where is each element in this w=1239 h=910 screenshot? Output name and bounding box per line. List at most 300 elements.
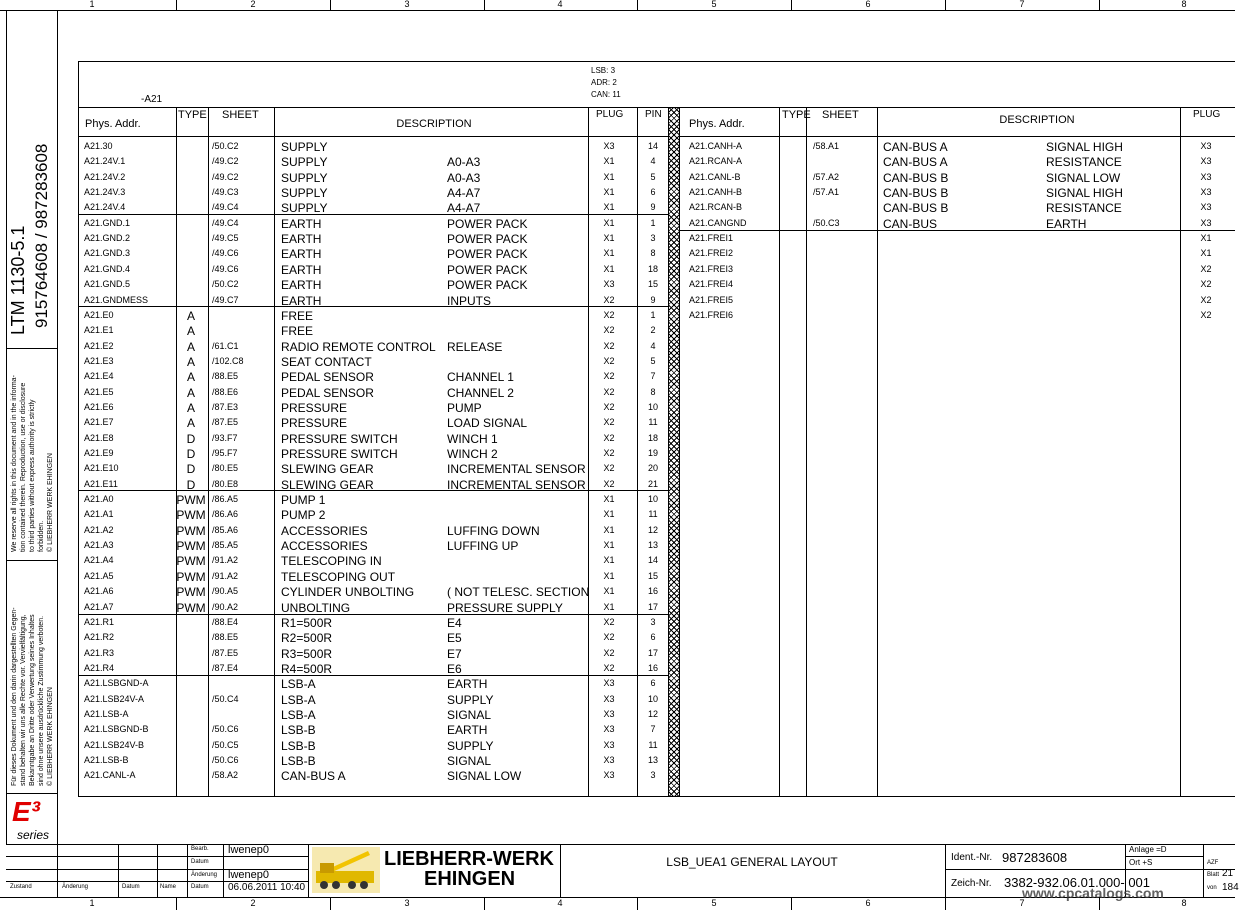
cell-plug: X1 xyxy=(1200,248,1212,259)
cell-pin: 1 xyxy=(650,217,656,228)
ruler-label: 4 xyxy=(557,898,563,908)
cell-addr: A21.24V.3 xyxy=(84,187,126,198)
header-type: TYPE xyxy=(178,109,207,121)
cell-plug: X3 xyxy=(1200,156,1212,167)
cell-plug: X1 xyxy=(603,524,615,535)
ruler-label: 3 xyxy=(404,898,410,908)
label-name: Name xyxy=(160,884,177,890)
header-plug-right: PLUG xyxy=(1193,109,1221,120)
cell-plug: X1 xyxy=(603,248,615,259)
label-bearb: Bearb. xyxy=(191,846,209,852)
cell-plug: X2 xyxy=(603,371,615,382)
cell-sheet: /58.A1 xyxy=(813,141,840,151)
cell-pin: 5 xyxy=(650,355,656,366)
cell-addr: A21.CANL-B xyxy=(689,171,741,182)
cell-addr: A21.LSB24V-A xyxy=(84,693,145,704)
cell-pin: 20 xyxy=(647,463,659,474)
cell-type: A xyxy=(186,354,196,369)
cell-addr: A21.LSB-A xyxy=(84,708,129,719)
part-numbers: 915764608 / 987283608 xyxy=(32,143,51,328)
cell-sheet: /49.C6 xyxy=(212,263,239,274)
cell-addr: A21.LSB24V-B xyxy=(84,739,145,750)
cell-plug: X2 xyxy=(603,294,615,305)
cell-sheet: /80.E8 xyxy=(212,478,239,489)
cell-plug: X1 xyxy=(603,202,615,213)
cell-sheet: /88.E6 xyxy=(212,386,239,397)
cell-desc: SUPPLY xyxy=(281,186,328,201)
cell-desc: R1=500R xyxy=(281,615,333,630)
cell-desc: R2=500R xyxy=(281,631,333,646)
cell-sheet: /57.A2 xyxy=(813,171,840,182)
header-type-right: TYPE xyxy=(782,109,811,121)
cell-plug: X3 xyxy=(1200,141,1212,151)
cell-sheet: /90.A2 xyxy=(212,601,239,612)
cell-plug: X2 xyxy=(603,448,615,458)
cell-sheet: /86.A5 xyxy=(212,494,239,505)
e3-logo: E³ xyxy=(12,796,40,827)
ruler-label: 2 xyxy=(250,898,256,908)
cell-sheet: /88.E5 xyxy=(212,632,239,643)
cell-desc: LSB-A xyxy=(281,707,316,722)
cell-addr: A21.CANH-A xyxy=(689,141,743,151)
cell-plug: X3 xyxy=(603,693,615,704)
cell-addr: A21.E8 xyxy=(84,432,114,443)
cell-sheet: /85.A6 xyxy=(212,524,239,535)
cell-type: A xyxy=(186,385,196,400)
cell-pin: 7 xyxy=(650,371,656,382)
company-name-line1: LIEBHERR-WERK xyxy=(384,848,554,870)
cell-pin: 18 xyxy=(647,432,659,443)
cell-sheet: /90.A5 xyxy=(212,586,239,597)
cell-sheet: /86.A6 xyxy=(212,509,239,520)
cell-addr: A21.A6 xyxy=(84,586,114,597)
cell-addr: A21.E5 xyxy=(84,386,114,397)
cell-desc: UNBOLTING xyxy=(281,600,351,615)
cell-desc-detail: WINCH 2 xyxy=(447,447,498,461)
cell-pin: 21 xyxy=(647,478,659,489)
cell-plug: X2 xyxy=(603,386,615,397)
cell-desc: ACCESSORIES xyxy=(281,523,368,538)
cell-desc: CAN-BUS B xyxy=(883,201,949,216)
header-plug: PLUG xyxy=(596,109,624,120)
cell-addr: A21.A5 xyxy=(84,570,114,581)
cell-desc-detail: POWER PACK xyxy=(447,278,528,293)
cell-plug: X2 xyxy=(603,325,615,336)
cell-addr: A21.R1 xyxy=(84,616,115,627)
cell-desc-detail: POWER PACK xyxy=(447,232,528,247)
cell-addr: A21.E7 xyxy=(84,417,114,428)
label-zustand: Zustand xyxy=(10,884,32,890)
cell-desc-detail: POWER PACK xyxy=(447,247,528,262)
watermark: www.cpcatalogs.com xyxy=(1022,885,1164,901)
cell-addr: A21.CANH-B xyxy=(689,187,743,198)
label-datum: Datum xyxy=(191,859,209,865)
cell-addr: A21.RCAN-A xyxy=(689,156,743,167)
cell-desc-detail: A0-A3 xyxy=(447,155,481,170)
ruler-label: 7 xyxy=(1019,898,1025,908)
cell-addr: A21.E6 xyxy=(84,401,114,412)
cell-sheet: /80.E5 xyxy=(212,463,239,474)
cell-desc-detail: SIGNAL xyxy=(447,754,492,768)
cell-plug: X2 xyxy=(603,662,615,673)
cell-sheet: /50.C4 xyxy=(212,693,239,704)
cell-desc: SUPPLY xyxy=(281,140,328,154)
cell-plug: X2 xyxy=(603,432,615,443)
cell-desc-detail: PUMP xyxy=(447,400,482,415)
cell-desc-detail: SIGNAL LOW xyxy=(447,769,522,784)
cell-plug: X1 xyxy=(603,156,615,167)
cell-desc-detail: INCREMENTAL SENSOR xyxy=(447,477,586,492)
cell-type: PWM xyxy=(176,600,206,615)
cell-pin: 17 xyxy=(647,647,659,658)
lsb-info: LSB: 3 xyxy=(591,66,616,75)
cell-addr: A21.LSB-B xyxy=(84,755,129,765)
cell-plug: X1 xyxy=(603,217,615,228)
cell-plug: X2 xyxy=(603,309,615,320)
cell-desc-detail: A0-A3 xyxy=(447,170,481,185)
crane-logo-icon xyxy=(312,847,380,893)
cell-desc-detail: RELEASE xyxy=(447,339,503,354)
cell-desc: LSB-B xyxy=(281,723,316,738)
cell-addr: A21.GND.1 xyxy=(84,217,131,228)
cell-plug: X1 xyxy=(603,233,615,244)
cell-desc: LSB-B xyxy=(281,754,316,768)
cell-desc-detail: E4 xyxy=(447,615,462,630)
cell-type: PWM xyxy=(176,508,206,523)
cell-desc: LSB-B xyxy=(281,738,316,753)
cell-type: D xyxy=(186,431,196,446)
cell-sheet: /93.F7 xyxy=(212,432,238,443)
cell-type: A xyxy=(186,308,196,323)
azf-label: AZF xyxy=(1207,860,1219,866)
ruler-label: 1 xyxy=(89,0,95,9)
cell-pin: 4 xyxy=(650,340,656,351)
zeich-label: Zeich-Nr. xyxy=(951,878,992,889)
cell-sheet: /50.C2 xyxy=(212,279,239,290)
cell-sheet: /85.A5 xyxy=(212,540,239,551)
cell-plug: X1 xyxy=(603,187,615,198)
cell-plug: X1 xyxy=(1200,233,1212,244)
header-sheet-right: SHEET xyxy=(822,109,859,121)
cell-addr: A21.E2 xyxy=(84,340,114,351)
cell-type: PWM xyxy=(176,554,206,569)
cell-sheet: /87.E3 xyxy=(212,401,239,412)
label-aenderung: Änderung xyxy=(191,872,218,878)
cell-desc-detail: SUPPLY xyxy=(447,692,494,707)
bearb-value: lwenep0 xyxy=(228,844,269,856)
cell-addr: A21.RCAN-B xyxy=(689,202,743,213)
cell-sheet: /49.C3 xyxy=(212,187,239,198)
cell-desc: EARTH xyxy=(281,293,322,308)
cell-desc-detail: EARTH xyxy=(1046,216,1087,231)
cell-type: PWM xyxy=(176,493,206,508)
cell-pin: 16 xyxy=(647,662,659,673)
cell-addr: A21.GND.5 xyxy=(84,279,131,290)
cell-addr: A21.24V.1 xyxy=(84,156,126,167)
ruler-label: 2 xyxy=(250,0,256,9)
cell-desc-detail: POWER PACK xyxy=(447,262,528,277)
cell-addr: A21.CANGND xyxy=(689,217,747,228)
cell-desc: RADIO REMOTE CONTROL xyxy=(281,339,436,354)
cell-desc: SLEWING GEAR xyxy=(281,477,374,492)
cell-sheet: /87.E5 xyxy=(212,647,239,658)
header-sheet: SHEET xyxy=(222,109,259,121)
cell-addr: A21.24V.4 xyxy=(84,202,126,213)
cell-plug: X1 xyxy=(603,601,615,612)
cell-addr: A21.CANL-A xyxy=(84,770,136,781)
cell-desc: R4=500R xyxy=(281,661,333,676)
cell-pin: 4 xyxy=(650,156,656,167)
cell-desc-detail: LUFFING UP xyxy=(447,539,519,554)
cell-plug: X3 xyxy=(603,739,615,750)
ruler-label: 6 xyxy=(865,898,871,908)
cell-desc-detail: POWER PACK xyxy=(447,216,528,231)
cell-addr: A21.GND.3 xyxy=(84,248,131,259)
cell-pin: 12 xyxy=(647,524,659,535)
cell-type: PWM xyxy=(176,539,206,554)
cell-pin: 3 xyxy=(650,233,656,244)
header-phys-addr: Phys. Addr. xyxy=(85,118,141,130)
cell-desc: FREE xyxy=(281,324,314,339)
cell-type: A xyxy=(186,339,196,354)
model-label: LTM 1130-5.1 xyxy=(8,225,28,335)
von-label: von xyxy=(1207,885,1217,891)
cell-plug: X1 xyxy=(603,570,615,581)
copyright-german: Für dieses Dokument und den darin dargestellten Gegen- stand behalten wir uns alle Rechte vor. Vervielfältigung, Bekanntgabe an Dritte oder Verwertung seines Inhaltes sind ohne unsere ausdrückliche Zustimmung verboten. © LIEBHERR WERK EHINGEN xyxy=(11,607,54,786)
cell-desc-detail: LUFFING DOWN xyxy=(447,523,540,538)
cell-sheet: /49.C2 xyxy=(212,156,239,167)
cell-desc: CAN-BUS xyxy=(883,216,938,231)
blatt-label: Blatt xyxy=(1207,872,1220,878)
e3-logo-sub: series xyxy=(17,828,50,842)
cell-sheet: /61.C1 xyxy=(212,340,239,351)
cell-pin: 18 xyxy=(647,263,659,274)
cell-plug: X3 xyxy=(603,279,615,290)
cell-desc-detail: A4-A7 xyxy=(447,186,481,201)
cell-desc: EARTH xyxy=(281,216,322,231)
anlage-label: Anlage =D xyxy=(1129,845,1167,854)
cell-plug: X3 xyxy=(1200,217,1212,228)
cell-pin: 13 xyxy=(647,540,659,551)
cell-desc: EARTH xyxy=(281,232,322,247)
label-datum2: Datum xyxy=(191,884,209,890)
cell-desc-detail: SIGNAL HIGH xyxy=(1046,140,1123,154)
cell-pin: 3 xyxy=(650,616,656,627)
cell-desc: CAN-BUS A xyxy=(883,140,948,154)
cell-pin: 6 xyxy=(650,632,656,643)
cell-type: D xyxy=(186,477,196,492)
cell-desc-detail: RESISTANCE xyxy=(1046,155,1122,170)
ruler-label: 5 xyxy=(711,898,717,908)
cell-type: A xyxy=(186,416,196,431)
cell-addr: A21.24V.2 xyxy=(84,171,126,182)
cell-desc: CAN-BUS B xyxy=(883,170,949,185)
cell-desc-detail: PRESSURE SUPPLY xyxy=(447,600,563,615)
cell-sheet: /58.A2 xyxy=(212,770,239,781)
cell-plug: X3 xyxy=(1200,202,1212,213)
cell-plug: X2 xyxy=(1200,309,1212,320)
cell-desc-detail: SIGNAL HIGH xyxy=(1046,186,1123,201)
cell-desc-detail: SIGNAL xyxy=(447,707,492,722)
cell-plug: X1 xyxy=(603,494,615,505)
adr-info: ADR: 2 xyxy=(591,78,617,87)
cell-plug: X2 xyxy=(603,401,615,412)
cell-addr: A21.E0 xyxy=(84,309,114,320)
cell-addr: A21.GND.4 xyxy=(84,263,131,274)
cell-plug: X2 xyxy=(1200,294,1212,305)
cell-sheet: /49.C4 xyxy=(212,202,239,213)
cell-type: A xyxy=(186,324,196,339)
cell-addr: A21.GND.2 xyxy=(84,233,131,244)
cell-plug: X1 xyxy=(603,263,615,274)
cell-desc: CAN-BUS A xyxy=(281,769,346,784)
cell-pin: 5 xyxy=(650,171,656,182)
cell-sheet: /102.C8 xyxy=(212,355,244,366)
cell-plug: X2 xyxy=(603,463,615,474)
cell-desc: PUMP 1 xyxy=(281,493,326,508)
cell-pin: 11 xyxy=(648,509,658,520)
cell-desc: PEDAL SENSOR xyxy=(281,370,374,385)
cell-pin: 19 xyxy=(647,448,659,458)
cell-addr: A21.E10 xyxy=(84,463,119,474)
cell-desc: R3=500R xyxy=(281,646,333,661)
cell-addr: A21.R2 xyxy=(84,632,115,643)
cell-pin: 2 xyxy=(650,325,656,336)
cell-sheet: /88.E4 xyxy=(212,616,239,627)
cell-desc: LSB-A xyxy=(281,677,316,692)
cell-pin: 10 xyxy=(647,401,659,412)
cell-addr: A21.E11 xyxy=(84,478,118,489)
cell-desc: PRESSURE SWITCH xyxy=(281,431,398,446)
cell-addr: A21.E4 xyxy=(84,371,114,382)
cell-sheet: /50.C5 xyxy=(212,739,239,750)
cell-plug: X2 xyxy=(603,355,615,366)
cell-pin: 12 xyxy=(647,708,659,719)
cell-addr: A21.FREI5 xyxy=(689,294,734,305)
cell-desc-detail: CHANNEL 2 xyxy=(447,385,514,400)
cell-desc: EARTH xyxy=(281,262,322,277)
label-dat: Datum xyxy=(122,884,140,890)
cell-desc: PRESSURE SWITCH xyxy=(281,447,398,461)
cell-desc-detail: SUPPLY xyxy=(447,738,494,753)
cell-desc-detail: E6 xyxy=(447,661,462,676)
cell-desc: TELESCOPING IN xyxy=(281,554,382,569)
cell-plug: X2 xyxy=(603,616,615,627)
cell-pin: 9 xyxy=(650,294,656,305)
cell-desc-detail: INCREMENTAL SENSOR xyxy=(447,462,586,477)
cell-desc-detail: EARTH xyxy=(447,723,488,738)
cell-pin: 10 xyxy=(647,693,659,704)
cell-plug: X3 xyxy=(603,724,615,735)
cell-type: A xyxy=(186,370,196,385)
cell-addr: A21.A1 xyxy=(84,509,114,520)
cell-addr: A21.LSBGND-B xyxy=(84,724,149,735)
cell-desc: SUPPLY xyxy=(281,170,328,185)
cell-addr: A21.A0 xyxy=(84,494,114,505)
cell-addr: A21.FREI1 xyxy=(689,233,734,244)
cell-plug: X3 xyxy=(1200,187,1212,198)
cell-plug: X1 xyxy=(603,171,615,182)
cell-addr: A21.E9 xyxy=(84,448,114,458)
cell-pin: 3 xyxy=(650,770,656,781)
cell-plug: X1 xyxy=(603,509,615,520)
cell-plug: X3 xyxy=(1200,171,1212,182)
cell-sheet: /49.C6 xyxy=(212,248,239,259)
header-phys-addr-right: Phys. Addr. xyxy=(689,118,745,130)
cell-desc: TELESCOPING OUT xyxy=(281,569,396,584)
cell-desc: LSB-A xyxy=(281,692,316,707)
cell-pin: 8 xyxy=(650,248,656,259)
cell-addr: A21.E1 xyxy=(84,325,114,336)
company-name-line2: EHINGEN xyxy=(424,868,516,890)
cell-pin: 8 xyxy=(650,386,656,397)
cell-type: A xyxy=(186,400,196,415)
cell-plug: X2 xyxy=(603,340,615,351)
ruler-label: 8 xyxy=(1181,898,1187,908)
header-description-right: DESCRIPTION xyxy=(999,114,1075,126)
cell-plug: X3 xyxy=(603,678,615,689)
cell-addr: A21.R4 xyxy=(84,662,115,673)
cell-pin: 15 xyxy=(647,570,659,581)
cell-type: PWM xyxy=(176,523,206,538)
cell-plug: X2 xyxy=(1200,263,1212,274)
cell-type: D xyxy=(186,462,196,477)
cell-plug: X2 xyxy=(603,478,615,489)
cell-desc-detail: LOAD SIGNAL xyxy=(447,416,528,431)
cell-plug: X2 xyxy=(603,647,615,658)
cell-type: D xyxy=(186,447,196,461)
cell-addr: A21.FREI6 xyxy=(689,309,734,320)
cell-desc-detail: ( NOT TELESC. SECTION xyxy=(447,585,590,600)
cell-addr: A21.FREI4 xyxy=(689,279,734,290)
ruler-label: 4 xyxy=(557,0,563,9)
cell-addr: A21.A2 xyxy=(84,524,114,535)
ruler-label: 6 xyxy=(865,0,871,9)
cell-addr: A21.30 xyxy=(84,141,113,151)
cell-desc: PUMP 2 xyxy=(281,508,326,523)
label-aend: Änderung xyxy=(62,884,89,890)
cell-sheet: /95.F7 xyxy=(212,448,238,458)
cell-plug: X1 xyxy=(603,555,615,566)
table-divider-hatch xyxy=(668,108,680,797)
cell-pin: 9 xyxy=(650,202,656,213)
cell-desc: ACCESSORIES xyxy=(281,539,368,554)
cell-type: PWM xyxy=(176,569,206,584)
cell-addr: A21.GNDMESS xyxy=(84,294,149,305)
module-label: -A21 xyxy=(141,94,163,105)
ruler-label: 8 xyxy=(1181,0,1187,9)
cell-pin: 1 xyxy=(650,309,656,320)
cell-plug: X2 xyxy=(1200,279,1212,290)
cell-sheet: /91.A2 xyxy=(212,555,239,566)
cell-desc-detail: E5 xyxy=(447,631,462,646)
ident-label: Ident.-Nr. xyxy=(951,852,993,863)
cell-desc: SEAT CONTACT xyxy=(281,354,372,369)
cell-plug: X3 xyxy=(603,755,615,765)
cell-pin: 7 xyxy=(650,724,656,735)
aenderung-value: lwenep0 xyxy=(228,869,269,881)
cell-sheet: /87.E5 xyxy=(212,417,239,428)
zeich-number: 3382-932.06.01.000- 001 xyxy=(1004,875,1151,890)
cell-sheet: /50.C2 xyxy=(212,141,239,151)
cell-plug: X3 xyxy=(603,708,615,719)
cell-pin: 15 xyxy=(647,279,659,290)
cell-desc-detail: A4-A7 xyxy=(447,201,481,216)
date-value: 06.06.2011 10:40 xyxy=(228,882,306,893)
cell-desc: SLEWING GEAR xyxy=(281,462,374,477)
cell-addr: A21.R3 xyxy=(84,647,115,658)
cell-plug: X1 xyxy=(603,540,615,551)
